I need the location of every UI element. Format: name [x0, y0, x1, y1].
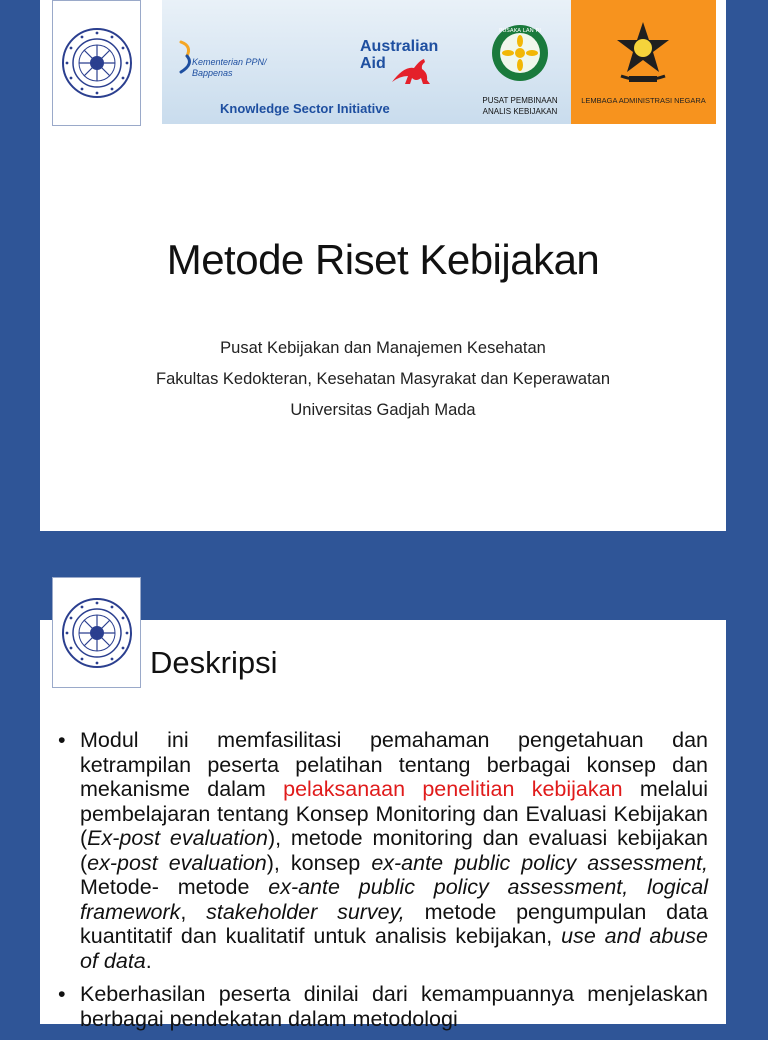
svg-text:PUSAKA LAN RI: PUSAKA LAN RI	[499, 28, 541, 34]
list-item: • Modul ini memfasilitasi pemahaman pengetahuan dan ketrampilan peserta pelatihan tentang berbagai konsep dan mekanisme dalam pelaksanaan penelitian kebijakan melalui pembelajaran tentang Konsep Monitoring dan Evaluasi Kebijakan (Ex-post evaluation), metode monitoring dan evaluasi kebijakan (ex-post evaluation), konsep ex-ante public policy assessment, Metode- metode ex-ante public policy assessment, logical framework, stakeholder survey, metode pengumpulan data kuantitatif dan kualitatif untuk analisis kebijakan, use and abuse of data.	[58, 728, 709, 973]
ksi-label: Knowledge Sector Initiative	[220, 101, 390, 116]
highlighted-phrase: pelaksanaan penelitian kebijakan	[283, 777, 623, 801]
sponsor-banner	[162, 0, 716, 124]
kangaroo-icon	[390, 56, 432, 86]
lan-panel	[571, 0, 716, 124]
subtitle-line: Universitas Gadjah Mada	[290, 401, 476, 419]
university-seal-icon	[61, 597, 133, 669]
page-title: Metode Riset Kebijakan	[166, 236, 600, 283]
subtitle-line: Pusat Kebijakan dan Manajemen Kesehatan	[220, 339, 546, 357]
bullet-marker: •	[58, 728, 66, 752]
lan-emblem-icon	[611, 18, 675, 88]
pusat-pembinaan-label: PUSAT PEMBINAAN ANALIS KEBIJAKAN	[482, 96, 558, 116]
subtitle-line: Fakultas Kedokteran, Kesehatan Masyrakat dan Keperawatan	[155, 370, 611, 388]
section-title: Deskripsi	[150, 645, 278, 680]
chpm-seal	[52, 0, 141, 126]
australian-aid-label: Australian Aid	[360, 38, 439, 72]
list-item: • Keberhasilan peserta dinilai dari kemampuannya menjelaskan berbagai pendekatan dalam metodologi	[58, 982, 708, 1031]
chpm-seal	[52, 577, 141, 688]
university-seal-icon	[61, 27, 133, 99]
pusat-pembinaan-panel	[469, 0, 571, 124]
bullet-list	[58, 728, 708, 1040]
ksi-panel	[162, 0, 469, 124]
lan-label: LEMBAGA ADMINISTRASI NEGARA	[581, 96, 706, 105]
bullet-marker: •	[58, 982, 66, 1006]
kementerian-label: Kementerian PPN/ Bappenas	[192, 57, 267, 78]
pusaka-lan-logo-icon	[490, 21, 550, 87]
